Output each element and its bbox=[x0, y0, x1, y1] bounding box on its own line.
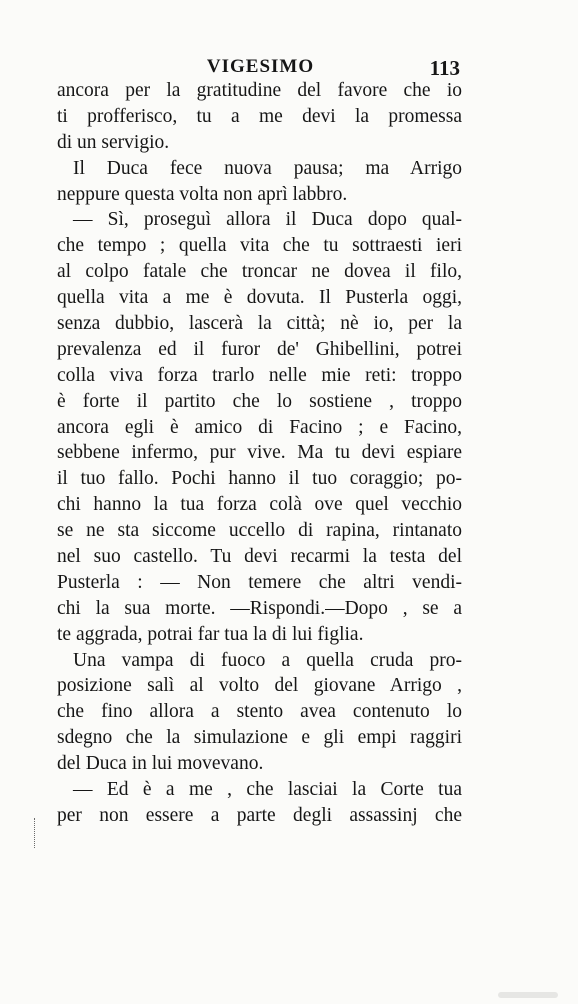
text-line: ancora egli è amico di Facino ; e Facino, bbox=[57, 416, 462, 438]
text-line: per non essere a parte degli assassinj che bbox=[57, 804, 462, 826]
text-line: sebbene infermo, pur vive. Ma tu devi espiare bbox=[57, 442, 462, 464]
text-line: neppure questa volta non aprì labbro. bbox=[57, 183, 348, 205]
text-line: senza dubbio, lascerà la città; nè io, per la bbox=[57, 313, 462, 335]
text-line: ancora per la gratitudine del favore che io bbox=[57, 80, 462, 101]
text-line: te aggrada, potrai far tua la di lui figlia. bbox=[57, 623, 364, 645]
text-line: quella vita a me è dovuta. Il Pusterla oggi, bbox=[57, 287, 462, 309]
scan-edge-mark bbox=[34, 818, 36, 848]
text-line: nel suo castello. Tu devi recarmi la testa del bbox=[57, 546, 462, 568]
page-number: 113 bbox=[429, 56, 460, 80]
text-line: che tempo ; quella vita che tu sottraesti ieri bbox=[57, 235, 462, 257]
text-line: sdegno che la simulazione e gli empi raggiri bbox=[57, 727, 462, 749]
text-line: al colpo fatale che troncar ne dovea il filo, bbox=[57, 261, 462, 283]
text-line: ti profferisco, tu a me devi la promessa bbox=[57, 105, 462, 127]
body-text bbox=[57, 78, 462, 829]
text-line: è forte il partito che lo sostiene , troppo bbox=[57, 390, 462, 412]
text-line: se ne sta siccome uccello di rapina, rintanato bbox=[57, 520, 462, 542]
text-line: prevalenza ed il furor de' Ghibellini, potrei bbox=[57, 338, 462, 360]
text-line: del Duca in lui movevano. bbox=[57, 753, 264, 775]
text-line: — Ed è a me , che lasciai la Corte tua bbox=[73, 779, 462, 801]
text-line: Il Duca fece nuova pausa; ma Arrigo bbox=[73, 157, 462, 179]
text-line: Una vampa di fuoco a quella cruda pro- bbox=[73, 649, 462, 671]
text-line: posizione salì al volto del giovane Arrigo , bbox=[57, 675, 462, 697]
running-header-title: VIGESIMO bbox=[206, 56, 315, 77]
text-line: di un servigio. bbox=[57, 131, 170, 153]
scan-smudge bbox=[498, 992, 558, 998]
text-line: Pusterla : — Non temere che altri vendi- bbox=[57, 571, 462, 593]
text-line: — Sì, proseguì allora il Duca dopo qual- bbox=[73, 209, 462, 231]
text-line: colla viva forza trarlo nelle mie reti: troppo bbox=[57, 364, 462, 386]
text-line: che fino allora a stento avea contenuto lo bbox=[57, 701, 462, 723]
text-line: il tuo fallo. Pochi hanno il tuo coraggio; po- bbox=[57, 468, 462, 490]
text-line: chi hanno la tua forza colà ove quel vecchio bbox=[57, 494, 462, 516]
text-line: chi la sua morte. —Rispondi.—Dopo , se a bbox=[57, 597, 462, 619]
